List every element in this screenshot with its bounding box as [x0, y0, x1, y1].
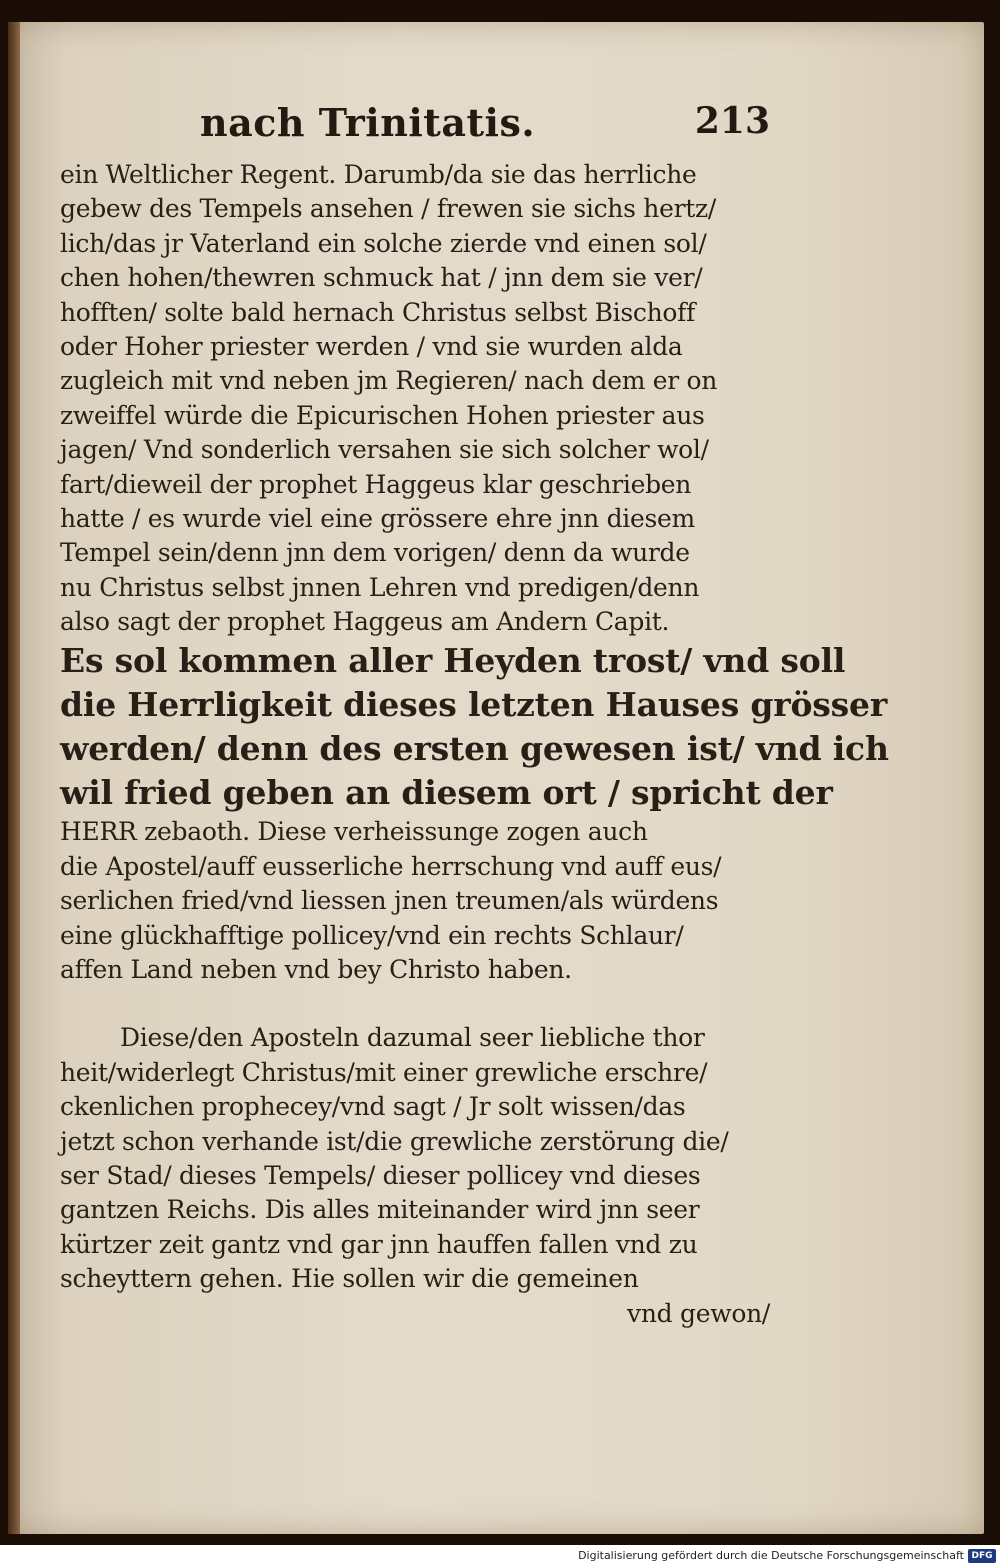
text-line: lich/das jr Vaterland ein solche zierde vnd einen sol/	[60, 228, 707, 258]
text-line: chen hohen/thewren schmuck hat / jnn dem sie ver/	[60, 263, 703, 293]
digitization-footer	[0, 1545, 1000, 1568]
text-line: gantzen Reichs. Dis alles miteinander wird jnn seer	[60, 1195, 700, 1225]
text-line: ein Weltlicher Regent. Darumb/da sie das herrliche	[60, 160, 697, 189]
quote-line: werden/ denn des ersten gewesen ist/ vnd ich	[60, 729, 889, 769]
paragraph-gap	[60, 987, 770, 1021]
text-line: gebew des Tempels ansehen / frewen sie sichs hertz/	[60, 194, 716, 224]
text-line: serlichen fried/vnd liessen jnen treumen/als würdens	[60, 886, 719, 916]
text-line: nu Christus selbst jnnen Lehren vnd predigen/denn	[60, 572, 700, 602]
text-line: ckenlichen prophecey/vnd sagt / Jr solt wissen/das	[60, 1092, 686, 1122]
page-header	[200, 100, 770, 160]
text-line: zweiffel würde die Epicurischen Hohen priester aus	[60, 400, 705, 430]
text-line: oder Hoher priester werden / vnd sie wurden alda	[60, 331, 683, 361]
quote-line: wil fried geben an diesem ort / spricht der	[60, 773, 833, 813]
quote-line: Es sol kommen aller Heyden trost/ vnd soll	[60, 641, 846, 681]
text-line: fart/dieweil der prophet Haggeus klar geschrieben	[60, 469, 692, 499]
paragraph-1-continued	[60, 815, 770, 987]
text-line: HERR zebaoth. Diese verheissunge zogen auch	[60, 817, 648, 847]
text-line: jetzt schon verhande ist/die grewliche zerstörung die/	[60, 1126, 729, 1156]
quote-line: die Herrligkeit dieses letzten Hauses grösser	[60, 685, 888, 725]
text-line: eine glückhafftige pollicey/vnd ein rechts Schlaur/	[60, 920, 684, 950]
funding-credit: Digitalisierung gefördert durch die Deutsche Forschungsgemeinschaft	[578, 1549, 964, 1562]
text-line: also sagt der prophet Haggeus am Andern Capit.	[60, 607, 670, 637]
text-line: kürtzer zeit gantz vnd gar jnn hauffen fallen vnd zu	[60, 1229, 698, 1259]
body-text	[60, 158, 889, 1331]
paragraph-2	[60, 1021, 770, 1331]
paragraph-1	[60, 158, 770, 639]
running-title: nach Trinitatis.	[200, 100, 536, 145]
text-line: hatte / es wurde viel eine grössere ehre jnn diesem	[60, 503, 695, 533]
catchword: vnd gewon/	[627, 1298, 770, 1328]
text-line: scheyttern gehen. Hie sollen wir die gemeinen	[60, 1264, 639, 1294]
text-line: Tempel sein/denn jnn dem vorigen/ denn da wurde	[60, 538, 690, 568]
folio-number: 213	[694, 100, 770, 142]
text-line: die Apostel/auff eusserliche herrschung vnd auff eus/	[60, 851, 722, 881]
text-line: ser Stad/ dieses Tempels/ dieser pollicey vnd dieses	[60, 1160, 701, 1190]
text-line: Diese/den Aposteln dazumal seer liebliche thor	[120, 1023, 705, 1053]
text-line: hofften/ solte bald hernach Christus selbst Bischoff	[60, 297, 696, 327]
page-binding-edge	[8, 22, 20, 1534]
text-line: affen Land neben vnd bey Christo haben.	[60, 955, 572, 985]
text-line: zugleich mit vnd neben jm Regieren/ nach dem er on	[60, 366, 718, 396]
scripture-quote	[60, 639, 889, 815]
text-line: jagen/ Vnd sonderlich versahen sie sich solcher wol/	[60, 435, 709, 465]
text-line: heit/widerlegt Christus/mit einer grewliche erschre/	[60, 1057, 708, 1087]
dfg-logo: DFG	[968, 1549, 996, 1563]
